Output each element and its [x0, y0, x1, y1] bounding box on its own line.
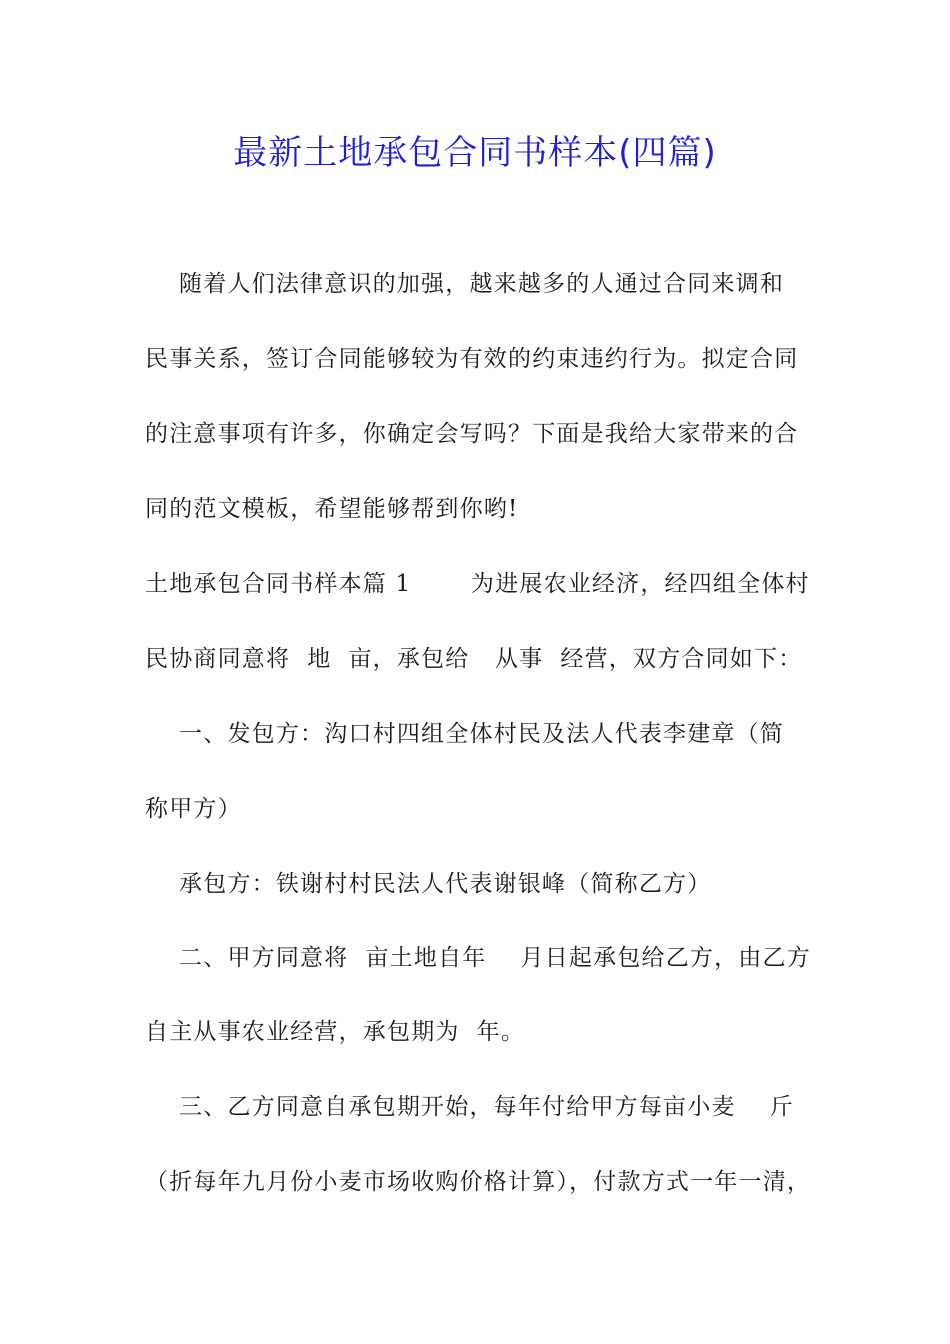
document-title: 最新土地承包合同书样本(四篇)	[233, 133, 717, 173]
paragraph-line: 三、乙方同意自承包期开始，每年付给甲方每亩小麦 斤	[145, 1094, 794, 1120]
paragraph-line: 一、发包方：沟口村四组全体村民及法人代表李建章（简	[145, 721, 785, 747]
paragraph-line: （折每年九月份小麦市场收购价格计算），付款方式一年一清，	[145, 1169, 812, 1195]
paragraph-line: 民事关系，签订合同能够较为有效的约束违约行为。拟定合同	[145, 346, 799, 372]
paragraph-line: 称甲方）	[145, 796, 242, 822]
paragraph-line: 随着人们法律意识的加强，越来越多的人通过合同来调和	[145, 271, 785, 297]
paragraph-line: 土地承包合同书样本篇 1 为进展农业经济，经四组全体村	[145, 571, 810, 597]
paragraph-line: 二、甲方同意将 亩土地自年 月日起承包给乙方，由乙方	[145, 945, 811, 971]
paragraph-line: 承包方：铁谢村村民法人代表谢银峰（简称乙方）	[145, 871, 712, 897]
paragraph-line: 自主从事农业经营，承包期为 年。	[145, 1019, 526, 1045]
paragraph-line: 民协商同意将 地 亩，承包给 从事 经营，双方合同如下：	[145, 646, 803, 672]
paragraph-line: 的注意事项有许多，你确定会写吗？下面是我给大家带来的合	[145, 421, 799, 447]
paragraph-line: 同的范文模板，希望能够帮到你哟!	[145, 496, 519, 522]
